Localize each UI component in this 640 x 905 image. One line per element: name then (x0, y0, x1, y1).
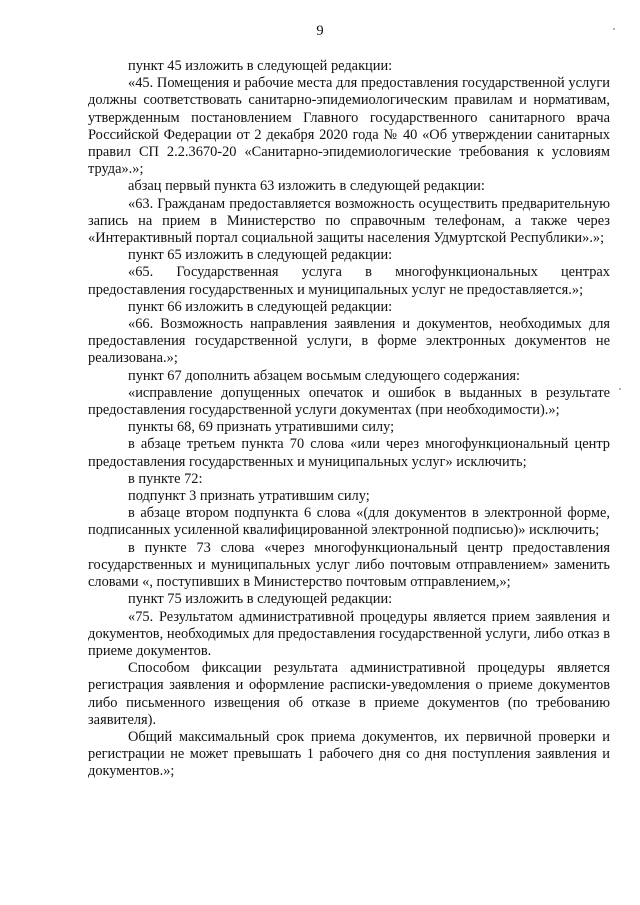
paragraph-10: «исправление допущенных опечаток и ошибок в выданных в результате предоставления государственной услуги документах (при необходимости).»; (88, 384, 610, 419)
paragraph-18: «75. Результатом административной процедуры является прием заявления и документов, необходимых для предоставления государственной услуги, либо отказ в приеме документов. (88, 608, 610, 659)
paragraph-17: пункт 75 изложить в следующей редакции: (128, 591, 393, 608)
page-number: 9 (316, 23, 324, 39)
paragraph-7: пункт 66 изложить в следующей редакции: (128, 298, 393, 315)
paragraph-13: в пункте 72: (128, 470, 203, 487)
paragraph-8: «66. Возможность направления заявления и документов, необходимых для предоставления государственной услуги, в форме электронных документов не реализована.»; (88, 316, 610, 367)
paragraph-12: в абзаце третьем пункта 70 слова «или через многофункциональный центр предоставления государственных и муниципальных услуг» исключить; (88, 436, 610, 470)
paragraph-6: «65. Государственная услуга в многофункциональных центрах предоставления государственных и муниципальных услуг не предоставляется.»; (88, 264, 610, 298)
paragraph-9: пункт 67 дополнить абзацем восьмым следующего содержания: (128, 367, 521, 384)
paragraph-2: «45. Помещения и рабочие места для предоставления государственной услуги должны соответствовать санитарно-эпидемиологическим правилам и нормативам, утвержденным постановлением Главного государственного санитарного врача Российской Федерации от 2 декабря 2020 года № 40 «Об утверждении санитарных правил СП 2.2.3670-20 «Санитарно-эпидемиологические требования к условиям труда».»; (88, 75, 610, 178)
scan-speck (613, 28, 615, 30)
paragraph-19: Способом фиксации результата административной процедуры является регистрация заявления и оформление расписки-уведомления о приеме документов либо письменного извещения об отказе в приеме документов (по требованию заявителя). (88, 660, 610, 728)
paragraph-20: Общий максимальный срок приема документов, их первичной проверки и регистрации не может превышать 1 рабочего дня со дня поступления заявления и документов.»; (88, 728, 610, 780)
paragraph-3: абзац первый пункта 63 изложить в следующей редакции: (128, 178, 485, 195)
paragraph-4: «63. Гражданам предоставляется возможность осуществить предварительную запись на прием в Министерство по справочным телефонам, а также через «Интерактивный портал социальной защиты населения Удмуртской Республики».»; (88, 195, 610, 247)
scan-speck (619, 388, 621, 390)
paragraph-1: пункт 45 изложить в следующей редакции: (128, 58, 393, 74)
paragraph-14: подпункт 3 признать утратившим силу; (128, 488, 370, 505)
document-body (88, 58, 610, 781)
paragraph-11: пункты 68, 69 признать утратившими силу; (128, 419, 395, 436)
paragraph-15: в абзаце втором подпункта 6 слова «(для документов в электронной форме, подписанных усиленной квалифицированной электронной подписью)» исключить; (88, 505, 610, 539)
paragraph-16: в пункте 73 слова «через многофункциональный центр предоставления государственных и муниципальных услуг либо почтовым отправлением» заменить словами «, поступивших в Министерство почтовым отправлением,»; (88, 539, 610, 591)
paragraph-5: пункт 65 изложить в следующей редакции: (128, 247, 393, 264)
